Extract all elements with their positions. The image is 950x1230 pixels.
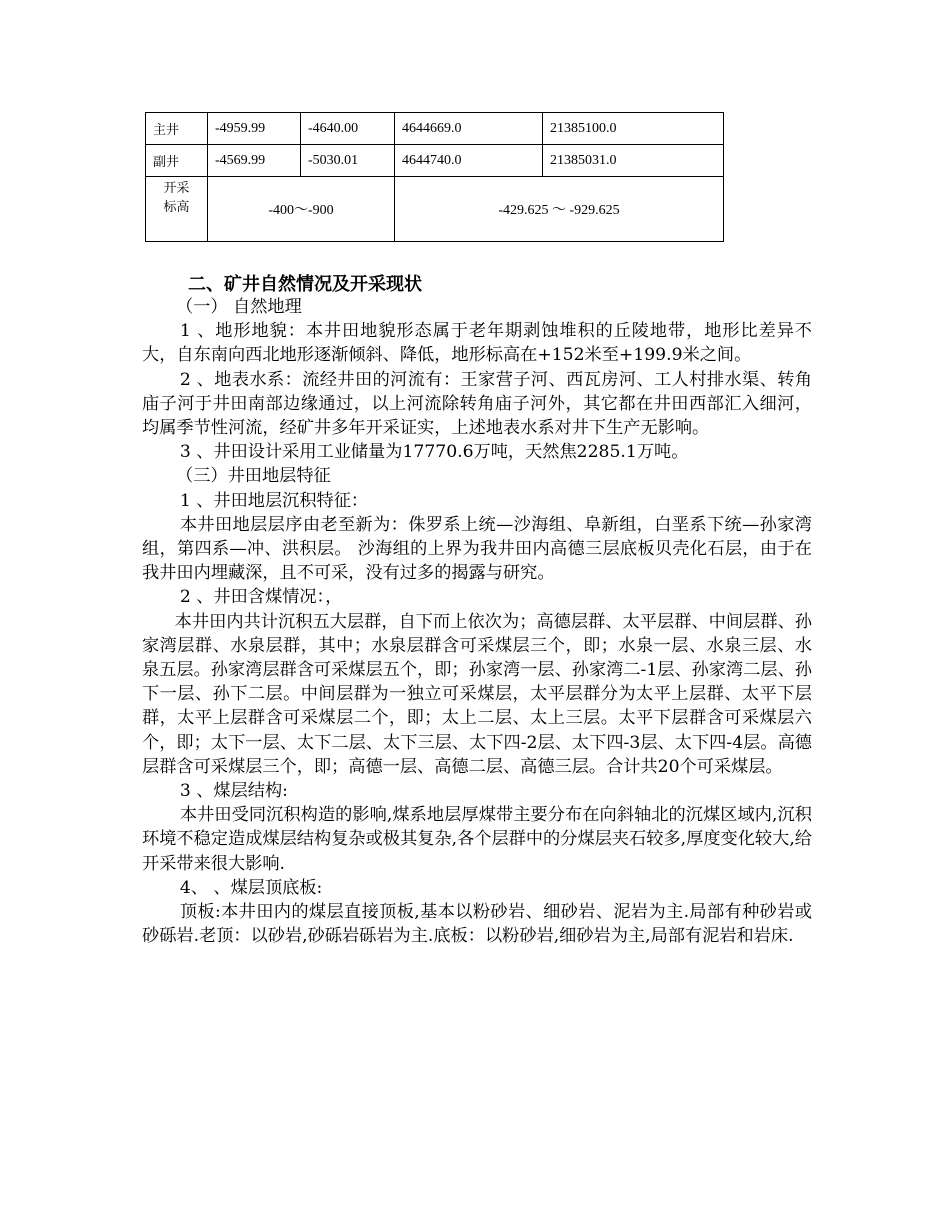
paragraph: 3 、煤层结构: [179,781,288,802]
table-row [146,113,724,145]
mining-elevation-label [146,177,208,242]
table-cell: -4640.00 [301,113,395,145]
paragraph: 2 、地表水系：流经井田的河流有：王家营子河、西瓦房河、工人村排水渠、转角庙子河于井田南部边缘通过，以上河流除转角庙子河外，其它都在井田西部汇入细河，均属季节性河流，经矿井多年开采证实，上述地表水系对井下生产无影响。 [142,369,812,439]
paragraph: 2 、井田含煤情况：， [179,587,343,608]
table-cell: -5030.01 [301,145,395,177]
table-cell: -4959.99 [208,113,301,145]
paragraph: 3 、井田设计采用工业储量为17770.6万吨，天然焦2285.1万吨。 [179,442,689,463]
paragraph: 1 、地形地貌：本井田地貌形态属于老年期剥蚀堆积的丘陵地带，地形比差异不大，自东南向西北地形逐渐倾斜、降低，地形标高在+152米至+199.9米之间。 [142,321,812,366]
subsection-title: （三）井田地层特征 [176,466,331,487]
mining-range-design: -400～-900 [208,177,395,242]
document-body [142,295,812,948]
table-cell: 21385100.0 [543,113,724,145]
paragraph: 本井田内共计沉积五大层群，自下而上依次为；高德层群、太平层群、中间层群、孙家湾层群、水泉层群，其中；水泉层群含可采煤层三个，即；水泉一层、水泉三层、水泉五层。孙家湾层群含可采煤层五个，即；孙家湾一层、孙家湾二-1层、孙家湾二层、孙下一层、孙下二层。中间层群为一独立可采煤层，太平层群分为太平上层群、太平下层群，太平上层群含可采煤层二个，即；太上二层、太上三层。太平下层群含可采煤层六个，即；太下一层、太下二层、太下三层、太下四-2层、太下四-3层、太下四-4层。高德层群含可采煤层三个，即；高德一层、高德二层、高德三层。合计共20个可采煤层。 [142,611,812,777]
section-heading: 二、矿井自然情况及开采现状 [188,274,422,295]
paragraph: 本井田受同沉积构造的影响,煤系地层厚煤带主要分布在向斜轴北的沉煤区域内,沉积环境不稳定造成煤层结构复杂或极其复杂,各个层群中的分煤层夹石较多,厚度变化较大,给开采带来很大影响. [142,805,812,874]
shaft-name-cell: 副井 [146,145,208,177]
subsection-title: （一） 自然地理 [176,297,302,317]
table-row [146,145,724,177]
paragraph: 4、 、煤层顶底板: [179,877,323,898]
table-cell: 4644669.0 [395,113,543,145]
table-cell: 4644740.0 [395,145,543,177]
mining-range-actual: -429.625 ～ -929.625 [395,177,724,242]
shaft-name-cell: 主井 [146,113,208,145]
shaft-coordinates-table [145,112,724,242]
paragraph: 顶板:本井田内的煤层直接顶板,基本以粉砂岩、细砂岩、泥岩为主.局部有种砂岩或砂砾岩.老顶：以砂岩,砂砾岩砾岩为主.底板：以粉砂岩,细砂岩为主,局部有泥岩和岩床. [142,902,812,947]
mining-label-line2: 标高 [163,200,190,215]
paragraph: 1 、井田地层沉积特征： [179,490,369,511]
table-row [146,177,724,242]
mining-label-line1: 开采 [163,181,190,196]
paragraph: 本井田地层层序由老至新为：侏罗系上统—沙海组、阜新组，白垩系下统—孙家湾组，第四系—冲、洪积层。 沙海组的上界为我井田内高德三层底板贝壳化石层，由于在我井田内埋藏深，且不可采，没有过多的揭露与研究。 [142,514,812,584]
table-cell: 21385031.0 [543,145,724,177]
table-cell: -4569.99 [208,145,301,177]
